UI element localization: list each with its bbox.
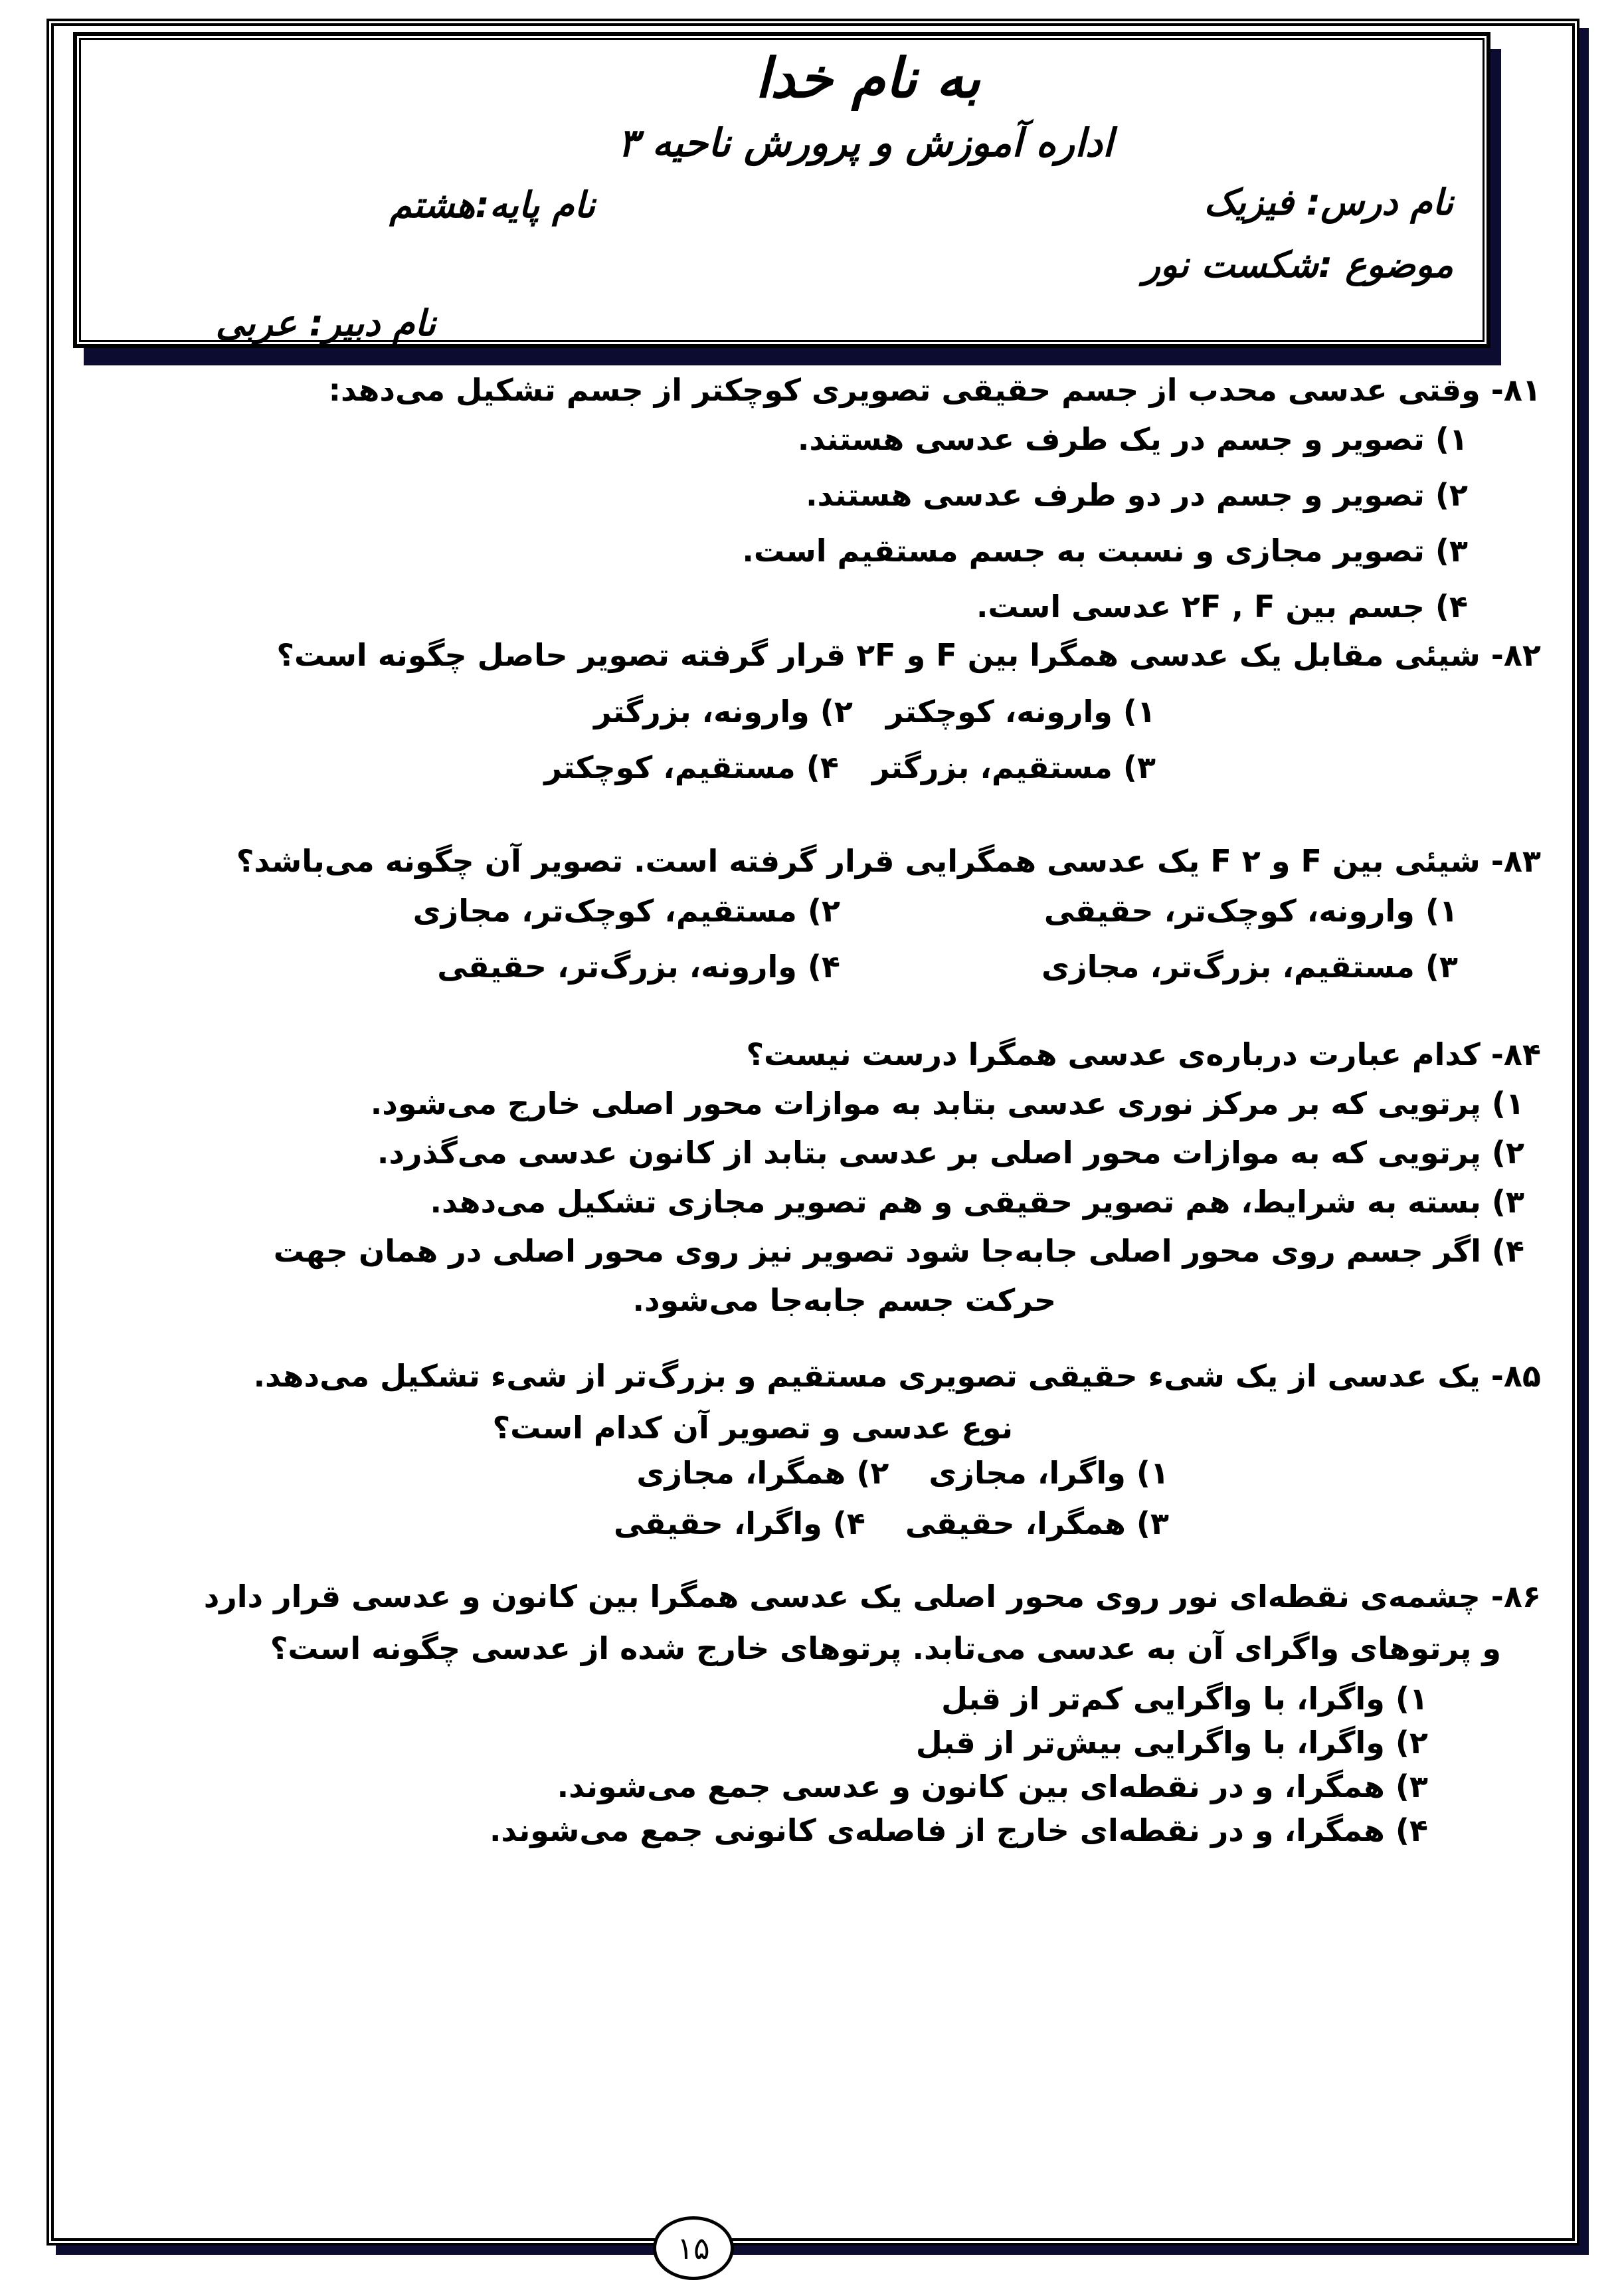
q83-option-2: ۲) مستقیم، کوچک‌تر، مجازی: [412, 893, 840, 929]
subject-label: موضوع :شکست نور: [1142, 244, 1453, 286]
department-title: اداره آموزش و پرورش ناحیه ۳: [618, 120, 1113, 165]
q85-stem-line-2: نوع عدسی و تصویر آن کدام است؟: [492, 1410, 1013, 1446]
q85-option-1: ۱) واگرا، مجازی: [929, 1455, 1169, 1491]
q82-option-3: ۳) مستقیم، بزرگتر: [871, 749, 1156, 785]
q85-option-2: ۲) همگرا، مجازی: [636, 1455, 889, 1491]
q84-option-4-line-1: ۴) اگر جسم روی محور اصلی جابه‌جا شود تصویر نیز روی محور اصلی در همان جهت: [273, 1233, 1524, 1269]
q81-option-2: ۲) تصویر و جسم در دو طرف عدسی هستند.: [806, 477, 1468, 513]
course-name-label: نام درس: فیزیک: [1204, 181, 1453, 223]
q81-stem: ۸۱- وقتی عدسی محدب از جسم حقیقی تصویری کوچکتر از جسم تشکیل می‌دهد:: [328, 372, 1541, 408]
q85-options-row-2: [614, 1503, 1169, 1544]
q84-option-2: ۲) پرتویی که به موازات محور اصلی بر عدسی بتابد از کانون عدسی می‌گذرد.: [377, 1135, 1524, 1171]
q83-option-4: ۴) وارونه، بزرگ‌تر، حقیقی: [437, 949, 840, 985]
q84-option-1: ۱) پرتویی که بر مرکز نوری عدسی بتابد به موازات محور اصلی خارج می‌شود.: [370, 1086, 1524, 1121]
q86-option-2: ۲) واگرا، با واگرایی بیش‌تر از قبل: [915, 1725, 1428, 1761]
q86-option-4: ۴) همگرا، و در نقطه‌ای خارج از فاصله‌ی کانونی جمع می‌شوند.: [489, 1812, 1428, 1848]
q86-option-3: ۳) همگرا، و در نقطه‌ای بین کانون و عدسی جمع می‌شوند.: [557, 1769, 1428, 1804]
q83-option-3: ۳) مستقیم، بزرگ‌تر، مجازی: [1041, 949, 1458, 985]
q83-option-1: ۱) وارونه، کوچک‌تر، حقیقی: [1043, 893, 1458, 929]
page-number-badge: [653, 2216, 734, 2280]
q81-option-3: ۳) تصویر مجازی و نسبت به جسم مستقیم است.: [742, 533, 1468, 569]
q86-option-1: ۱) واگرا، با واگرایی کم‌تر از قبل: [941, 1681, 1428, 1717]
q81-option-1: ۱) تصویر و جسم در یک طرف عدسی هستند.: [797, 421, 1468, 457]
q82-option-4: ۴) مستقیم، کوچکتر: [544, 749, 839, 785]
grade-label: نام پایه:هشتم: [389, 184, 595, 226]
besmellah-title: به نام خدا: [755, 47, 980, 110]
header-inner-border: [79, 38, 1485, 342]
q82-options-row-1: [594, 691, 1156, 732]
q86-stem-line-1: ۸۶- چشمه‌ی نقطه‌ای نور روی محور اصلی یک عدسی همگرا بین کانون و عدسی قرار دارد: [203, 1578, 1541, 1614]
q83-stem: ۸۳- شیئی بین F و ۲ F یک عدسی همگرایی قرار گرفته است. تصویر آن چگونه می‌باشد؟: [236, 843, 1541, 879]
page-number: ۱۵: [677, 2230, 710, 2266]
q82-options-row-2: [544, 747, 1156, 788]
q81-option-4: ۴) جسم بین ⁦۲F , F⁩ عدسی است.: [976, 589, 1468, 624]
exam-header-box: [73, 32, 1490, 348]
teacher-name-label: نام دبیر: عربی: [215, 302, 436, 344]
q86-stem-line-2: و پرتوهای واگرای آن به عدسی می‌تابد. پرتوهای خارج شده از عدسی چگونه است؟: [270, 1630, 1501, 1666]
q85-option-4: ۴) واگرا، حقیقی: [614, 1505, 865, 1541]
q82-stem: ۸۲- شیئی مقابل یک عدسی همگرا بین F و ⁦۲F⁩ قرار گرفته تصویر حاصل چگونه است؟: [276, 637, 1541, 673]
q84-stem: ۸۴- کدام عبارت درباره‌ی عدسی همگرا درست نیست؟: [746, 1036, 1541, 1072]
q82-option-2: ۲) وارونه، بزرگتر: [594, 694, 853, 729]
q85-stem-line-1: ۸۵- یک عدسی از یک شیء حقیقی تصویری مستقیم و بزرگ‌تر از شیء تشکیل می‌دهد.: [253, 1358, 1541, 1394]
q85-options-row-1: [636, 1452, 1169, 1493]
q85-option-3: ۳) همگرا، حقیقی: [905, 1505, 1169, 1541]
q84-option-4-line-2: حرکت جسم جابه‌جا می‌شود.: [632, 1282, 1056, 1318]
q84-option-3: ۳) بسته به شرایط، هم تصویر حقیقی و هم تصویر مجازی تشکیل می‌دهد.: [430, 1184, 1524, 1220]
q82-option-1: ۱) وارونه، کوچکتر: [885, 694, 1156, 729]
